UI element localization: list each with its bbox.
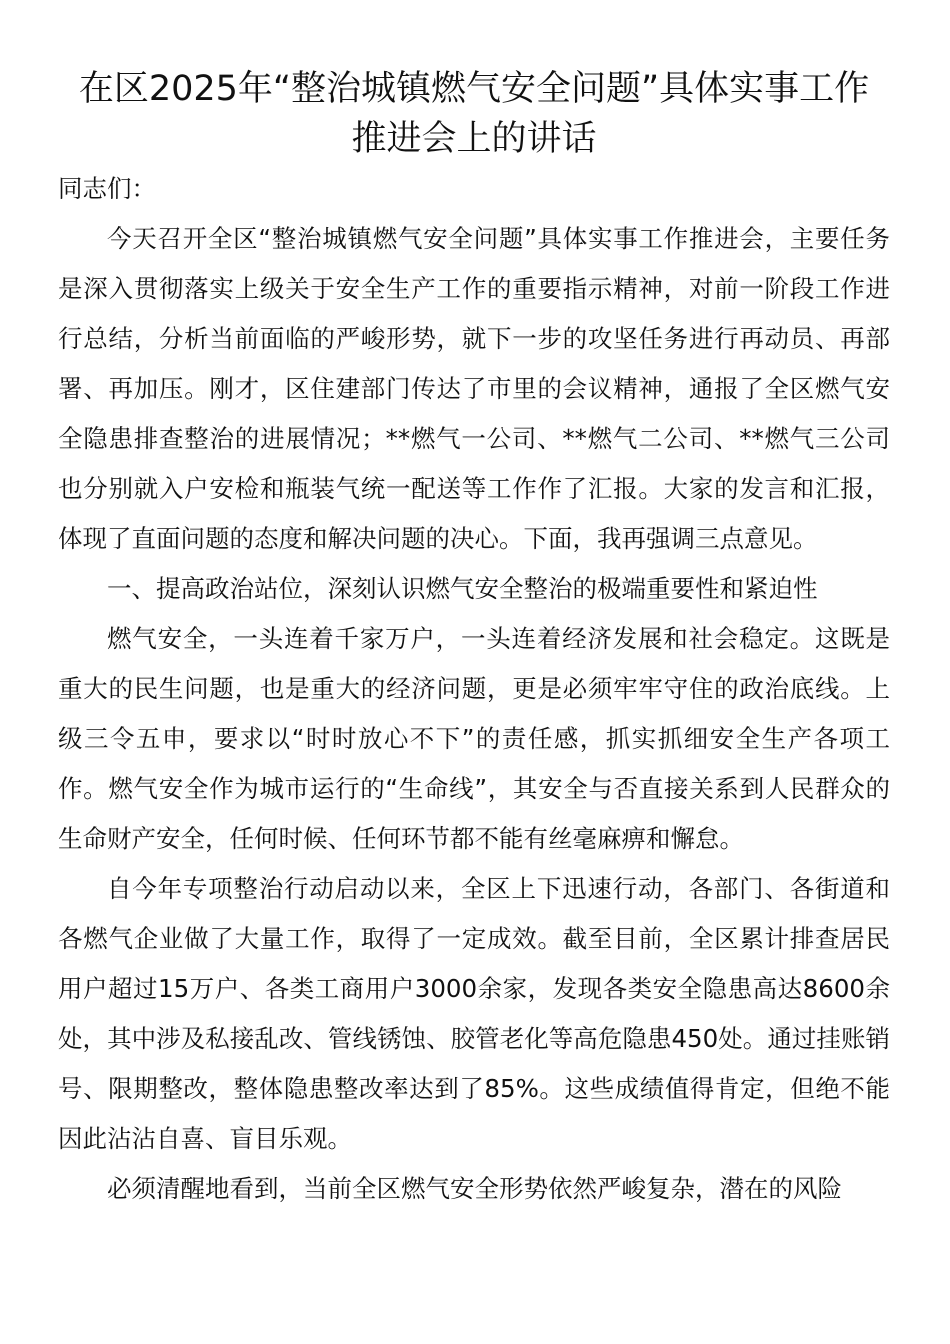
section-1-heading: 一、提高政治站位，深刻认识燃气安全整治的极端重要性和紧迫性 [107, 574, 818, 603]
intro-paragraph: 今天召开全区“整治城镇燃气安全问题”具体实事工作推进会，主要任务是深入贯彻落实上级关于安全生产工作的重要指示精神，对前一阶段工作进行总结，分析当前面临的严峻形势，就下一步的攻坚任务进行再动员、再部署、再加压。刚才，区住建部门传达了市里的会议精神，通报了全区燃气安全隐患排查整治的进展情况；**燃气一公司、**燃气二公司、**燃气三公司也分别就入户安检和瓶装气统一配送等工作作了汇报。大家的发言和汇报，体现了直面问题的态度和解决问题的决心。下面，我再强调三点意见。 [58, 224, 890, 553]
salutation: 同志们： [58, 174, 156, 203]
section-1-paragraph-3: 必须清醒地看到，当前全区燃气安全形势依然严峻复杂，潜在的风险 [107, 1174, 842, 1203]
document-title: 在区2025年“整治城镇燃气安全问题”具体实事工作推进会上的讲话 [78, 69, 870, 159]
section-1-paragraph-1: 燃气安全，一头连着千家万户，一头连着经济发展和社会稳定。这既是重大的民生问题，也是重大的经济问题，更是必须牢牢守住的政治底线。上级三令五申，要求以“时时放心不下”的责任感，抓实抓细安全生产各项工作。燃气安全作为城市运行的“生命线”，其安全与否直接关系到人民群众的生命财产安全，任何时候、任何环节都不能有丝毫麻痹和懈怠。 [58, 624, 890, 853]
section-1-paragraph-2: 自今年专项整治行动启动以来，全区上下迅速行动，各部门、各街道和各燃气企业做了大量工作，取得了一定成效。截至目前，全区累计排查居民用户超过15万户、各类工商用户3000余家，发现各类安全隐患高达8600余处，其中涉及私接乱改、管线锈蚀、胶管老化等高危隐患450处。通过挂账销号、限期整改，整体隐患整改率达到了85%。这些成绩值得肯定，但绝不能因此沾沾自喜、盲目乐观。 [58, 874, 890, 1153]
document-page [58, 64, 890, 1214]
